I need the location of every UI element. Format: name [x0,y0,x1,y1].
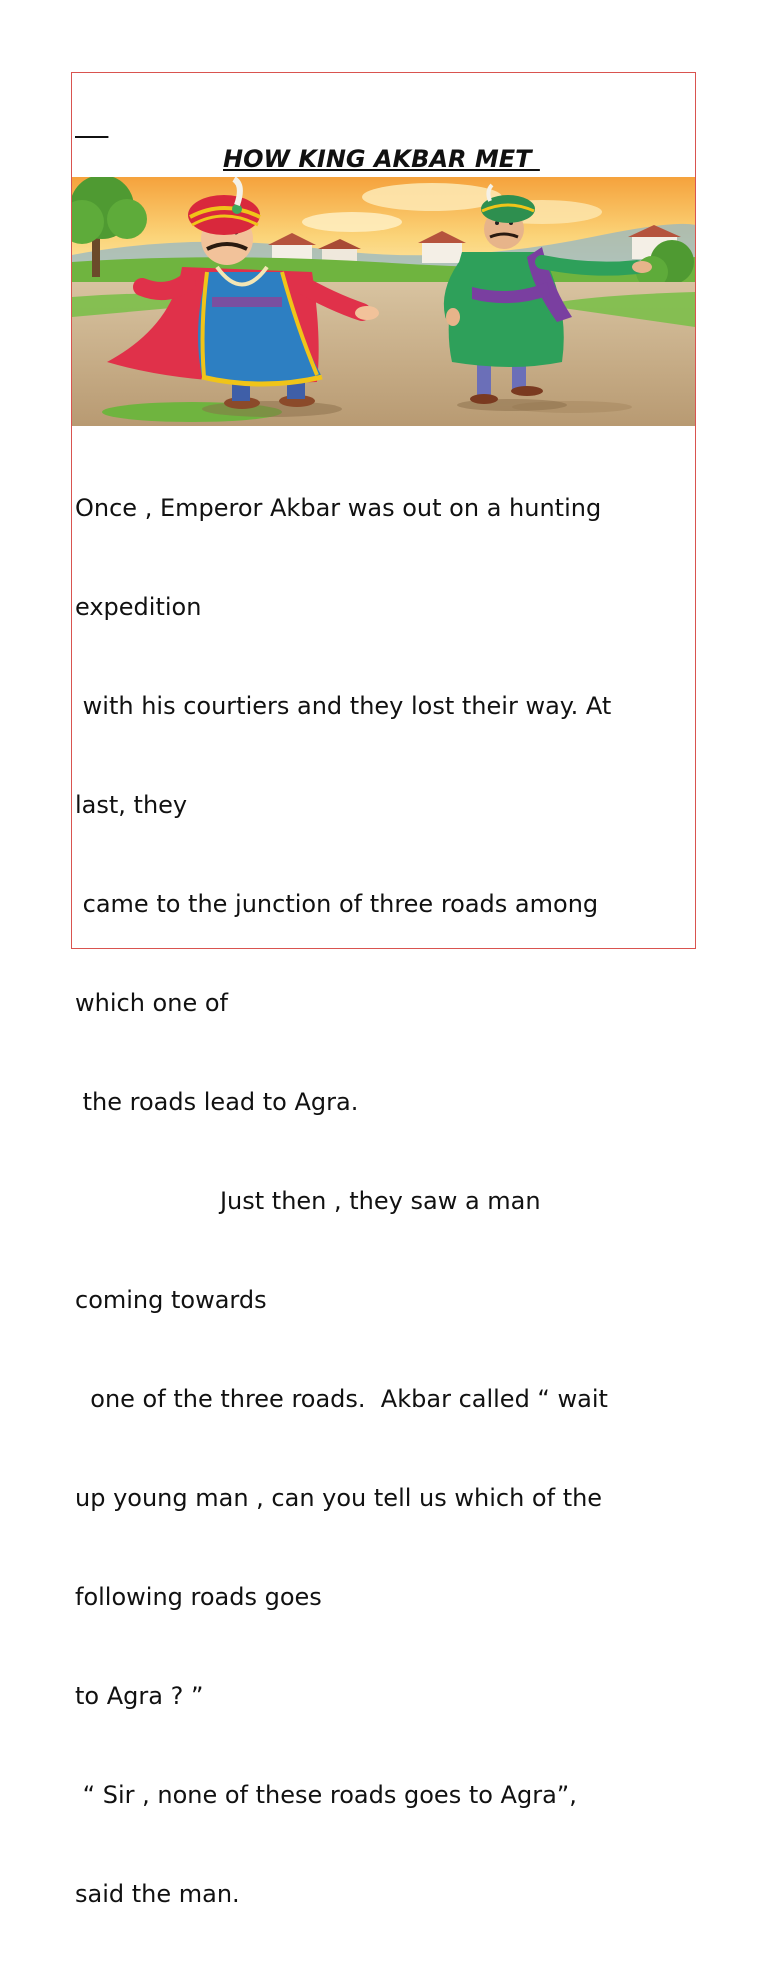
story-line: one of the three roads. Akbar called “ wait [75,1385,608,1413]
story-line: last, they [75,791,188,819]
story-line: Just then , they saw a man [75,1187,541,1215]
story-line: with his courtiers and they lost their way. At [75,692,612,720]
story-line: which one of [75,989,228,1017]
story-line: the roads lead to Agra. [75,1088,359,1116]
story-line: came to the junction of three roads among [75,890,599,918]
akbar-birbal-illustration [72,177,695,426]
document-frame [71,72,696,1908]
story-line: “ Sir , none of these roads goes to Agra”, [75,1781,577,1809]
story-line: Once , Emperor Akbar was out on a hunting [75,494,602,522]
title-line-1: HOW KING AKBAR MET [223,145,540,173]
story-line: following roads goes [75,1583,322,1611]
story-line: to Agra ? ” [75,1682,204,1710]
story-line: coming towards [75,1286,267,1314]
story-line: up young man , can you tell us which of the [75,1484,603,1512]
story-text [75,426,695,1977]
story-line: expedition [75,593,202,621]
story-line: said the man. [75,1880,240,1908]
